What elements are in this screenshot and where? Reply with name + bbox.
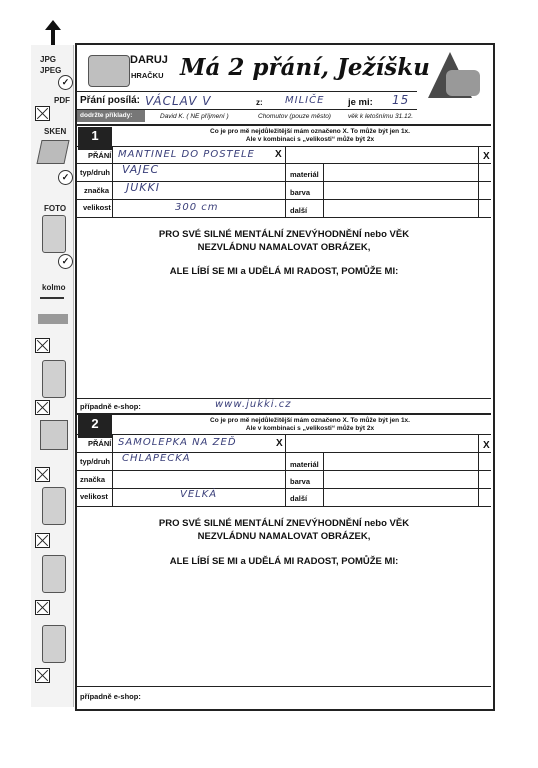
check-circle-icon: ✓ (58, 254, 73, 269)
wish-2-other-label: další (290, 494, 308, 503)
cross-box-icon (35, 338, 50, 353)
wish-1-type-label: typ/druh (80, 168, 110, 177)
logo-gift-icon (88, 55, 130, 87)
wish-1-instruction-2: Ale v kombinaci s „velikosti“ může být 2x (245, 136, 375, 143)
age-value: 15 (392, 93, 410, 107)
example-city: Chomutov (pouze město) (258, 113, 331, 120)
phone-hand-icon (42, 215, 66, 253)
wish-2-brand-label: značka (80, 475, 106, 484)
wish-2-instruction-2: Ale v kombinaci s „velikosti“ může být 2x (245, 425, 375, 432)
wish-1-number: 1 (78, 127, 112, 145)
wish-1-brand-label: značka (84, 186, 110, 195)
wish-2-type-label: typ/druh (80, 457, 110, 466)
phone-hand-icon (42, 555, 66, 593)
wish-2-x-mark-right: X (483, 440, 490, 451)
sidebar-label-sken: SKEN (44, 127, 67, 136)
phone-hand-icon (42, 487, 66, 525)
cross-box-icon (35, 600, 50, 615)
check-circle-icon: ✓ (58, 170, 73, 185)
wish-2-note-2: NEZVLÁDNU NAMALOVAT OBRÁZEK, (197, 531, 371, 542)
sender-label: Přání posílá: (80, 95, 141, 106)
sidebar-label-pdf: PDF (54, 96, 70, 105)
wish-1-wish-label: PŘÁNÍ (88, 151, 112, 160)
sidebar-label-foto: FOTO (44, 204, 67, 213)
scanner-icon (36, 140, 69, 164)
photo-icon (40, 420, 68, 450)
sidebar-label-kolmo: kolmo (42, 283, 66, 292)
wish-1-note-1: PRO SVÉ SILNÉ MENTÁLNÍ ZNEVÝHODNĚNÍ nebo VĚK (158, 229, 410, 240)
wish-2-material-label: materiál (290, 460, 319, 469)
logo-text-hracku: HRAČKU (131, 71, 164, 80)
cross-box-icon (35, 467, 50, 482)
wish-1-other-label: další (290, 206, 308, 215)
cross-box-icon (35, 400, 50, 415)
from-value: MILIČE (285, 95, 325, 106)
wish-1-material-label: materiál (290, 170, 319, 179)
page-title: Má 2 přání, Ježíšku (180, 54, 430, 81)
wish-1-size-value: 300 cm (175, 202, 219, 213)
wish-2-wish-value: SAMOLEPKA NA ZEĎ (118, 437, 237, 448)
cross-box-icon (35, 106, 50, 121)
phone-hand-icon (42, 360, 66, 398)
wish-form (75, 43, 495, 711)
logo-text-daruj: DARUJ (130, 54, 168, 66)
example-age: věk k letošnímu 31.12. (348, 113, 414, 120)
age-label: je mi: (348, 97, 373, 108)
sidebar-label-jpg: JPG (40, 55, 57, 64)
hammer-icon (40, 297, 64, 311)
cross-box-icon (35, 668, 50, 683)
examples-label: dodržte příklady: (80, 112, 133, 119)
wish-1-color-label: barva (290, 188, 311, 197)
wish-2-eshop-label: případně e-shop: (80, 692, 141, 701)
wish-2-color-label: barva (290, 477, 311, 486)
wish-1-note-2: NEZVLÁDNU NAMALOVAT OBRÁZEK, (197, 242, 371, 253)
wish-2-x-mark: X (276, 438, 283, 449)
up-arrow-icon (45, 20, 61, 46)
wish-1-type-value: VAJEC (122, 163, 160, 176)
wish-1-note-3: ALE LÍBÍ SE MI a UDĚLÁ MI RADOST, POMŮŽE MI: (169, 266, 399, 277)
wish-2-type-value: CHLAPECKÁ (122, 453, 191, 464)
wish-1-x-mark-right: X (483, 151, 490, 162)
from-label: z: (256, 98, 263, 107)
wish-1-instruction: Co je pro mě nejdůležitější mám označeno X. To může být jen 1x. (210, 128, 410, 135)
wish-1-eshop-value: www.jukki.cz (215, 399, 292, 410)
wish-1-size-label: velikost (83, 203, 111, 212)
sender-value: VÁCLAV V (145, 94, 212, 108)
wish-1-wish-value: MANTINEL DO POSTELE (118, 149, 255, 160)
wish-2-instruction: Co je pro mě nejdůležitější mám označeno X. To může být jen 1x. (210, 417, 410, 424)
wish-1-x-mark: X (275, 149, 282, 160)
child-gifts-icon (446, 70, 480, 96)
wish-2-note-1: PRO SVÉ SILNÉ MENTÁLNÍ ZNEVÝHODNĚNÍ nebo VĚK (158, 518, 410, 529)
shelf-icon (38, 314, 68, 324)
wish-1-brand-value: JUKKI (126, 181, 160, 194)
wish-1-eshop-label: případně e-shop: (80, 402, 141, 411)
wish-2-number: 2 (78, 415, 112, 433)
sidebar-label-jpeg: JPEG (40, 66, 62, 75)
phone-hand-icon (42, 625, 66, 663)
wish-2-size-label: velikost (80, 492, 108, 501)
wish-2-note-3: ALE LÍBÍ SE MI a UDĚLÁ MI RADOST, POMŮŽE MI: (169, 556, 399, 567)
wish-2-wish-label: PŘÁNÍ (88, 439, 112, 448)
wish-2-size-value: VELKÁ (180, 489, 218, 500)
example-name: David K. ( NE příjmení ) (160, 113, 229, 120)
check-circle-icon: ✓ (58, 75, 73, 90)
cross-box-icon (35, 533, 50, 548)
